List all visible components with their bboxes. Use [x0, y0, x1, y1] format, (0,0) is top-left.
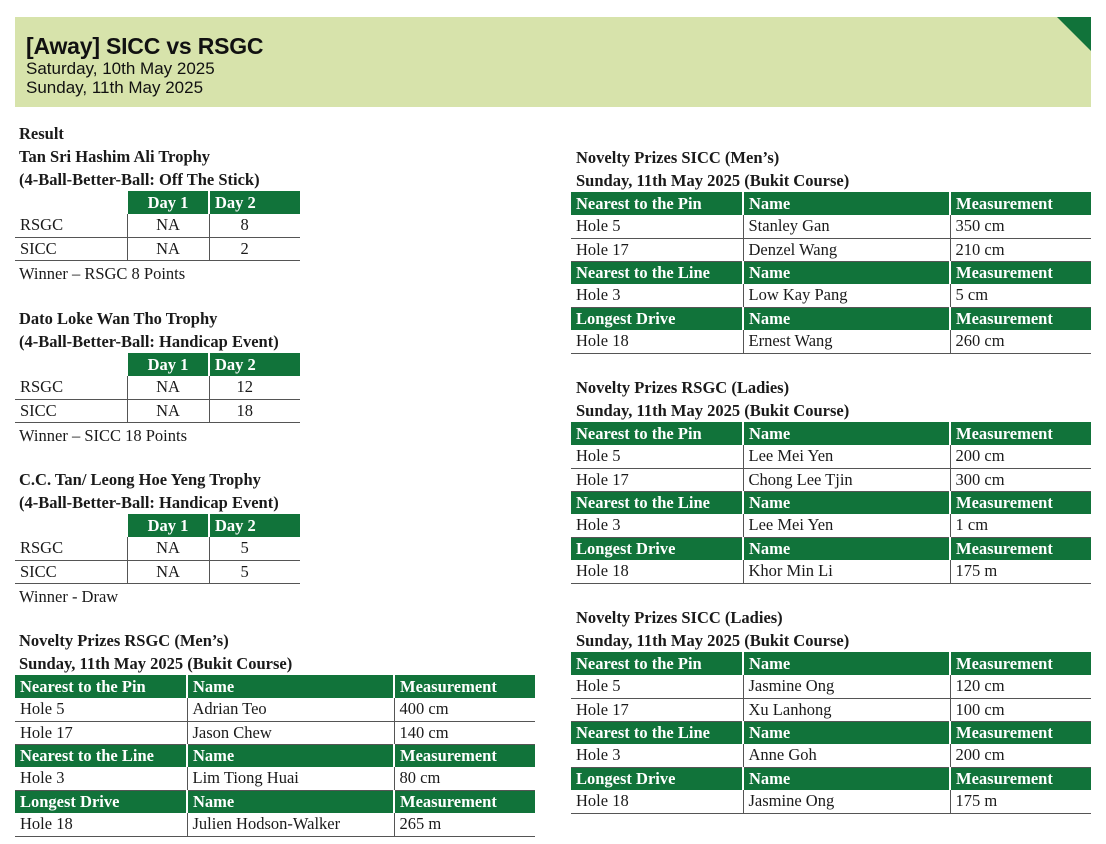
- trophy-score-table: [15, 514, 300, 584]
- winner-text: Winner – SICC 18 Points: [19, 425, 188, 445]
- measurement-header: Measurement: [950, 261, 1091, 284]
- measurement-cell: 1 cm: [950, 514, 1091, 537]
- measurement-cell: 265 m: [394, 813, 535, 836]
- name-header: Name: [187, 744, 394, 767]
- day1-cell: NA: [127, 376, 209, 399]
- team-cell: SICC: [15, 560, 127, 583]
- name-cell: Anne Goh: [743, 744, 950, 767]
- day1-header: Day 1: [127, 353, 209, 376]
- team-cell: SICC: [15, 399, 127, 422]
- novelty-block-rsgc-mens: [15, 629, 535, 837]
- category-header: Nearest to the Pin: [571, 422, 743, 445]
- name-header: Name: [743, 721, 950, 744]
- table-header-row: [15, 353, 300, 376]
- name-cell: Lee Mei Yen: [743, 445, 950, 468]
- name-header: Name: [743, 767, 950, 790]
- team-cell: RSGC: [15, 537, 127, 560]
- name-cell: Jason Chew: [187, 721, 394, 744]
- hole-cell: Hole 17: [571, 238, 743, 261]
- name-header: Name: [187, 790, 394, 813]
- table-row: [15, 376, 300, 399]
- table-row: [15, 214, 300, 237]
- day2-cell: 18: [209, 399, 300, 422]
- day1-header: Day 1: [127, 514, 209, 537]
- category-header: Longest Drive: [571, 307, 743, 330]
- name-cell: Stanley Gan: [743, 215, 950, 238]
- novelty-block-rsgc-ladies: [571, 376, 1091, 584]
- measurement-header: Measurement: [950, 767, 1091, 790]
- measurement-cell: 175 m: [950, 560, 1091, 583]
- table-row: [571, 284, 1091, 307]
- category-header: Nearest to the Line: [15, 744, 187, 767]
- novelty-title: Novelty Prizes RSGC (Men’s): [19, 631, 229, 650]
- table-row: [571, 560, 1091, 583]
- table-row: [571, 744, 1091, 767]
- name-cell: Ernest Wang: [743, 330, 950, 353]
- measurement-cell: 80 cm: [394, 767, 535, 790]
- category-header: Longest Drive: [571, 767, 743, 790]
- measurement-cell: 260 cm: [950, 330, 1091, 353]
- novelty-subtitle: Sunday, 11th May 2025 (Bukit Course): [19, 654, 293, 673]
- result-label: Result: [19, 124, 64, 143]
- measurement-cell: 300 cm: [950, 468, 1091, 491]
- category-header: Nearest to the Line: [571, 261, 743, 284]
- table-row: [571, 675, 1091, 698]
- trophy-score-table: [15, 191, 300, 261]
- trophy-score-table: [15, 353, 300, 423]
- trophy-name: Tan Sri Hashim Ali Trophy: [19, 147, 211, 166]
- day2-cell: 5: [209, 537, 300, 560]
- day1-cell: NA: [127, 537, 209, 560]
- trophy-name: Dato Loke Wan Tho Trophy: [19, 309, 218, 328]
- category-header: Nearest to the Pin: [15, 675, 187, 698]
- category-header: Nearest to the Pin: [571, 652, 743, 675]
- day2-header: Day 2: [209, 191, 300, 214]
- measurement-cell: 120 cm: [950, 675, 1091, 698]
- measurement-header: Measurement: [950, 652, 1091, 675]
- measurement-header: Measurement: [950, 307, 1091, 330]
- measurement-cell: 140 cm: [394, 721, 535, 744]
- name-cell: Adrian Teo: [187, 698, 394, 721]
- day2-cell: 5: [209, 560, 300, 583]
- name-header: Name: [743, 192, 950, 215]
- novelty-table: [571, 652, 1091, 814]
- category-header: Nearest to the Line: [571, 721, 743, 744]
- name-header: Name: [743, 261, 950, 284]
- hole-cell: Hole 17: [15, 721, 187, 744]
- table-row: [15, 813, 535, 836]
- date-line-1: Saturday, 10th May 2025: [26, 59, 215, 78]
- hole-cell: Hole 3: [571, 284, 743, 307]
- table-row: [571, 514, 1091, 537]
- hole-cell: Hole 5: [571, 215, 743, 238]
- novelty-subtitle: Sunday, 11th May 2025 (Bukit Course): [576, 171, 850, 190]
- hole-cell: Hole 18: [15, 813, 187, 836]
- table-row: [15, 399, 300, 422]
- hole-cell: Hole 5: [571, 675, 743, 698]
- team-cell: RSGC: [15, 376, 127, 399]
- name-header: Name: [187, 675, 394, 698]
- page-title: [Away] SICC vs RSGC: [26, 33, 264, 59]
- trophy-format: (4-Ball-Better-Ball: Off The Stick): [19, 170, 260, 189]
- name-header: Name: [743, 491, 950, 514]
- measurement-cell: 175 m: [950, 790, 1091, 813]
- table-row: [571, 468, 1091, 491]
- name-cell: Chong Lee Tjin: [743, 468, 950, 491]
- day2-cell: 2: [209, 237, 300, 260]
- hole-cell: Hole 5: [15, 698, 187, 721]
- day2-header: Day 2: [209, 514, 300, 537]
- trophy-block-3: [15, 468, 300, 608]
- novelty-table: [15, 675, 535, 837]
- novelty-title: Novelty Prizes SICC (Men’s): [576, 148, 780, 167]
- name-cell: Jasmine Ong: [743, 675, 950, 698]
- name-cell: Lee Mei Yen: [743, 514, 950, 537]
- name-cell: Xu Lanhong: [743, 698, 950, 721]
- table-row: [15, 698, 535, 721]
- name-cell: Khor Min Li: [743, 560, 950, 583]
- measurement-header: Measurement: [950, 491, 1091, 514]
- header-banner: [15, 17, 1091, 107]
- hole-cell: Hole 17: [571, 698, 743, 721]
- table-row: [15, 537, 300, 560]
- table-row: [571, 215, 1091, 238]
- corner-triangle-decoration: [1057, 17, 1091, 51]
- measurement-header: Measurement: [394, 675, 535, 698]
- table-row: [571, 790, 1091, 813]
- measurement-cell: 200 cm: [950, 744, 1091, 767]
- team-cell: SICC: [15, 237, 127, 260]
- day2-cell: 12: [209, 376, 300, 399]
- day1-header: Day 1: [127, 191, 209, 214]
- name-header: Name: [743, 652, 950, 675]
- blank-header-cell: [15, 191, 127, 214]
- name-header: Name: [743, 537, 950, 560]
- hole-cell: Hole 18: [571, 560, 743, 583]
- category-header: Longest Drive: [15, 790, 187, 813]
- trophy-format: (4-Ball-Better-Ball: Handicap Event): [19, 332, 279, 351]
- day2-cell: 8: [209, 214, 300, 237]
- day1-cell: NA: [127, 560, 209, 583]
- category-header: Nearest to the Pin: [571, 192, 743, 215]
- measurement-cell: 210 cm: [950, 238, 1091, 261]
- table-row: [15, 721, 535, 744]
- table-header-row: [15, 514, 300, 537]
- hole-cell: Hole 17: [571, 468, 743, 491]
- name-cell: Julien Hodson-Walker: [187, 813, 394, 836]
- novelty-table: [571, 422, 1091, 584]
- hole-cell: Hole 18: [571, 790, 743, 813]
- name-header: Name: [743, 307, 950, 330]
- table-row: [15, 767, 535, 790]
- table-row: [571, 330, 1091, 353]
- novelty-table: [571, 192, 1091, 354]
- measurement-header: Measurement: [394, 744, 535, 767]
- trophy-block-2: [15, 307, 300, 447]
- date-line-2: Sunday, 11th May 2025: [26, 78, 204, 97]
- trophy-block-1: [15, 145, 300, 285]
- category-header: Nearest to the Line: [571, 491, 743, 514]
- name-header: Name: [743, 422, 950, 445]
- novelty-title: Novelty Prizes RSGC (Ladies): [576, 378, 790, 397]
- name-cell: Lim Tiong Huai: [187, 767, 394, 790]
- blank-header-cell: [15, 353, 127, 376]
- measurement-header: Measurement: [950, 192, 1091, 215]
- table-row: [571, 445, 1091, 468]
- trophy-name: C.C. Tan/ Leong Hoe Yeng Trophy: [19, 470, 261, 489]
- hole-cell: Hole 18: [571, 330, 743, 353]
- novelty-block-sicc-mens: [571, 146, 1091, 354]
- table-row: [571, 698, 1091, 721]
- table-header-row: [15, 191, 300, 214]
- hole-cell: Hole 3: [571, 744, 743, 767]
- hole-cell: Hole 3: [571, 514, 743, 537]
- name-cell: Jasmine Ong: [743, 790, 950, 813]
- novelty-subtitle: Sunday, 11th May 2025 (Bukit Course): [576, 631, 850, 650]
- novelty-subtitle: Sunday, 11th May 2025 (Bukit Course): [576, 401, 850, 420]
- blank-header-cell: [15, 514, 127, 537]
- hole-cell: Hole 5: [571, 445, 743, 468]
- category-header: Longest Drive: [571, 537, 743, 560]
- winner-text: Winner – RSGC 8 Points: [19, 263, 186, 283]
- day1-cell: NA: [127, 214, 209, 237]
- name-cell: Denzel Wang: [743, 238, 950, 261]
- table-row: [15, 560, 300, 583]
- table-row: [15, 237, 300, 260]
- measurement-cell: 350 cm: [950, 215, 1091, 238]
- trophy-format: (4-Ball-Better-Ball: Handicap Event): [19, 493, 279, 512]
- name-cell: Low Kay Pang: [743, 284, 950, 307]
- measurement-cell: 200 cm: [950, 445, 1091, 468]
- measurement-cell: 100 cm: [950, 698, 1091, 721]
- novelty-title: Novelty Prizes SICC (Ladies): [576, 608, 783, 627]
- measurement-header: Measurement: [950, 721, 1091, 744]
- day2-header: Day 2: [209, 353, 300, 376]
- measurement-header: Measurement: [950, 422, 1091, 445]
- day1-cell: NA: [127, 399, 209, 422]
- table-row: [571, 238, 1091, 261]
- day1-cell: NA: [127, 237, 209, 260]
- measurement-header: Measurement: [950, 537, 1091, 560]
- novelty-block-sicc-ladies: [571, 606, 1091, 814]
- measurement-cell: 400 cm: [394, 698, 535, 721]
- measurement-cell: 5 cm: [950, 284, 1091, 307]
- winner-text: Winner - Draw: [19, 586, 119, 606]
- measurement-header: Measurement: [394, 790, 535, 813]
- team-cell: RSGC: [15, 214, 127, 237]
- hole-cell: Hole 3: [15, 767, 187, 790]
